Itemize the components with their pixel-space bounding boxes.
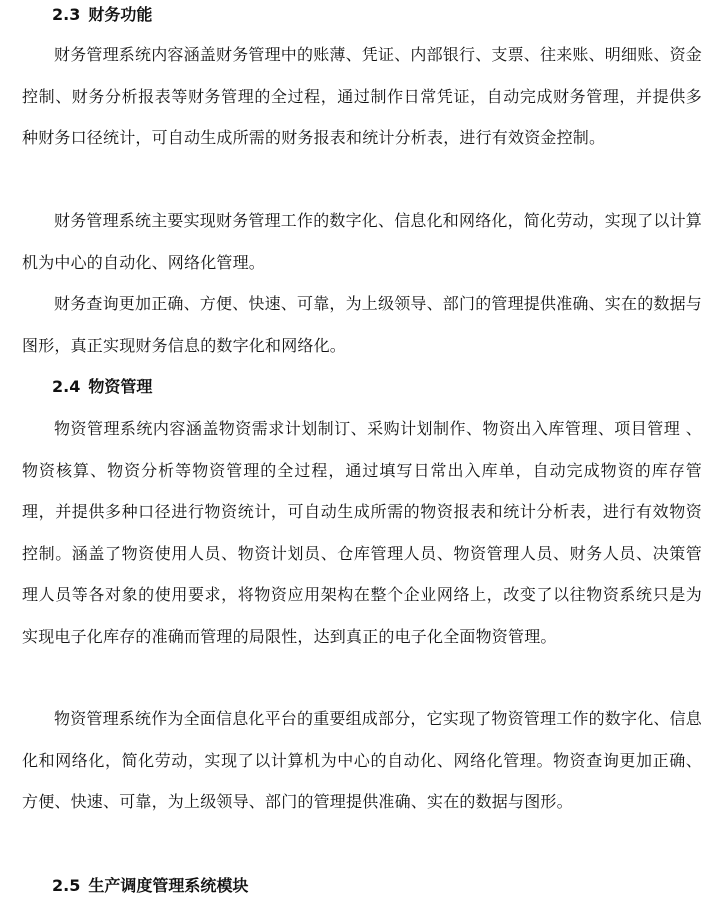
section-title: 财务功能 — [88, 5, 153, 24]
paragraph: 财务查询更加正确、方便、快速、可靠，为上级领导、部门的管理提供准确、实在的数据与图形，真正实现财务信息的数字化和网络化。 — [22, 294, 703, 355]
section-number: 2.5 — [52, 876, 81, 895]
paragraph: 财务管理系统内容涵盖财务管理中的账薄、凭证、内部银行、支票、往来账、明细账、资金控制、财务分析报表等财务管理的全过程，通过制作日常凭证，自动完成财务管理，并提供多种财务口径统计，可自动生成所需的财务报表和统计分析表，进行有效资金控制。 — [22, 45, 703, 148]
paragraph: 物资管理系统作为全面信息化平台的重要组成部分，它实现了物资管理工作的数字化、信息化和网络化，简化劳动，实现了以计算机为中心的自动化、网络化管理。物资查询更加正确、方便、快速、可靠，为上级领导、部门的管理提供准确、实在的数据与图形。 — [22, 709, 703, 812]
section-heading-2-4 — [52, 377, 152, 397]
section-number: 2.3 — [52, 5, 81, 24]
section-heading-2-3 — [52, 5, 152, 25]
section-title: 物资管理 — [88, 377, 153, 396]
paragraph: 物资管理系统内容涵盖物资需求计划制订、采购计划制作、物资出入库管理、项目管理 、 物资核算、物资分析等物资管理的全过程，通过填写日常出入库单，自动完成物资的库存管理，并提供多种口径进行物资统计，可自动生成所需的物资报表和统计分析表，进行有效物资控制。涵盖了物资使用人员、物资计划员、仓库管理人员、物资管理人员、财务人员、决策管理人员等各对象的使用要求，将物资应用架构在整个企业网络上，改变了以往物资系统只是为实现电子化库存的准确而管理的局限性，达到真正的电子化全面物资管理。 — [22, 419, 702, 646]
section-number: 2.4 — [52, 377, 81, 396]
paragraph: 财务管理系统主要实现财务管理工作的数字化、信息化和网络化，简化劳动，实现了以计算机为中心的自动化、网络化管理。 — [22, 211, 703, 272]
section-title: 生产调度管理系统模块 — [88, 876, 249, 895]
section-heading-2-5 — [52, 876, 248, 896]
